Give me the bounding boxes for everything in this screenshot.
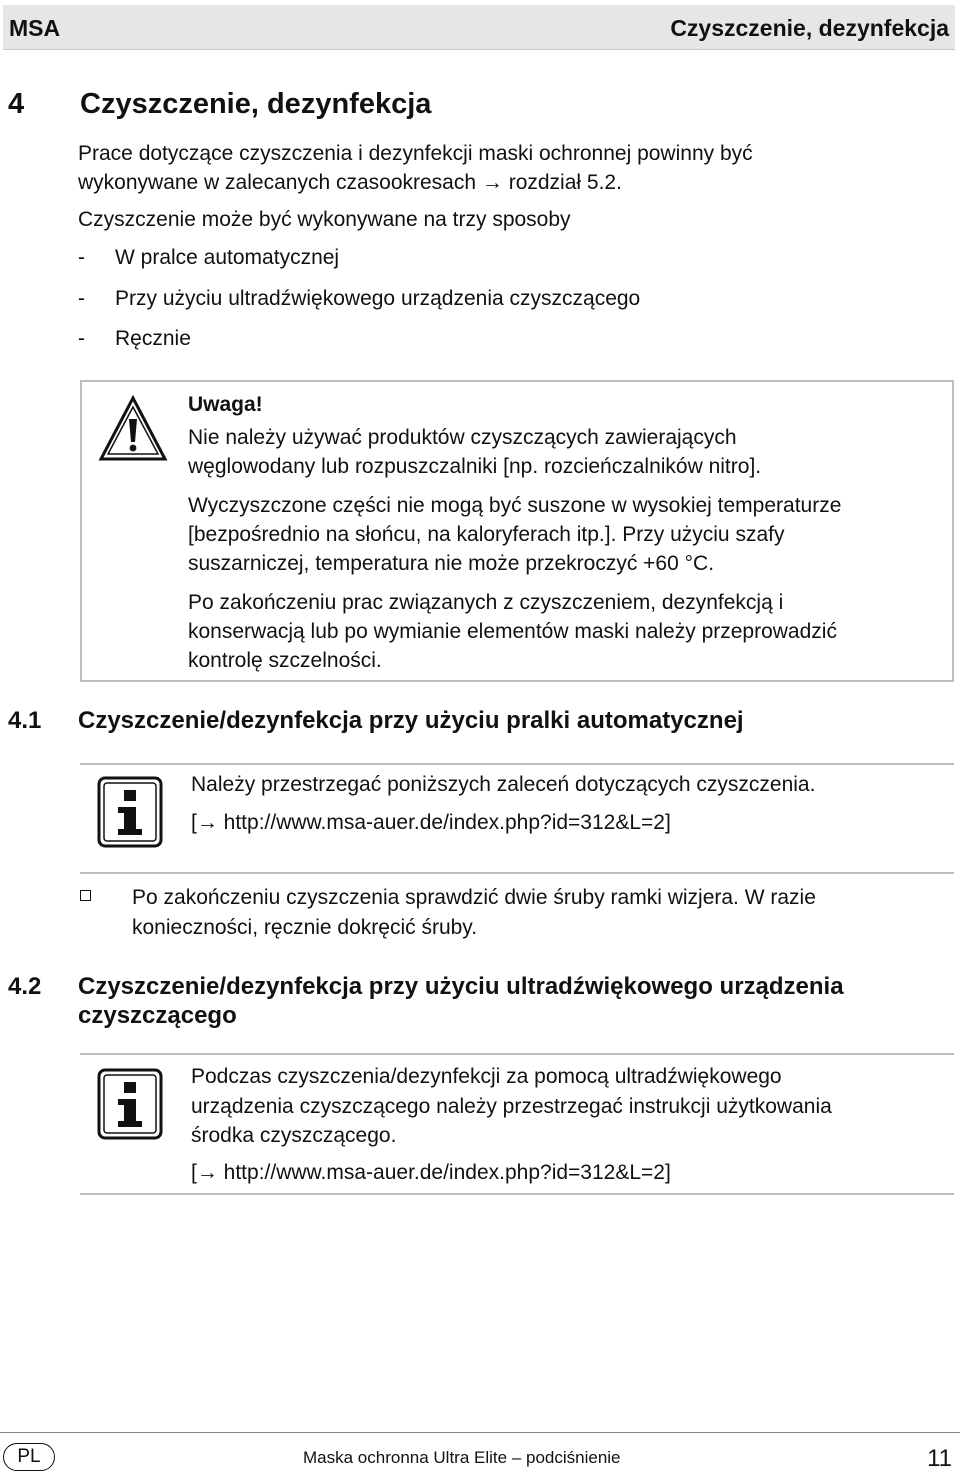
page-header [3,5,955,50]
list-item [78,246,339,270]
list-item [78,287,640,311]
section-title-line: Czyszczenie/dezynfekcja przy użyciu ultradźwiękowego urządzenia [78,973,844,1000]
section-title-line: czyszczącego [78,1002,237,1029]
dash-marker: - [78,327,85,350]
warning-triangle-icon [98,395,168,468]
warning-text-line: konserwacją lub po wymianie elementów maski należy przeprowadzić [188,620,837,643]
info-text-line: Należy przestrzegać poniższych zaleceń dotyczących czyszczenia. [191,773,816,796]
section-title: Czyszczenie/dezynfekcja przy użyciu pralki automatycznej [78,707,744,734]
footer-title: Maska ochronna Ultra Elite – podciśnienie [303,1448,621,1467]
section-title: Czyszczenie, dezynfekcja [80,88,432,120]
info-link[interactable]: [→ http://www.msa-auer.de/index.php?id=312&L=2] [191,1161,671,1184]
section-number: 4.2 [8,973,42,1000]
bullet-text-line: konieczności, ręcznie dokręcić śruby. [132,916,478,939]
method-label: Ręcznie [115,327,191,350]
warning-text-line: kontrolę szczelności. [188,649,382,672]
section-4-heading [8,88,431,121]
method-label: W pralce automatycznej [115,246,340,269]
method-label: Przy użyciu ultradźwiękowego urządzenia czyszczącego [115,287,641,310]
dash-marker: - [78,246,85,269]
warning-text-line: Wyczyszczone części nie mogą być suszone w wysokiej temperaturze [188,494,842,517]
section-number: 4.1 [8,707,42,734]
warning-text-line: [bezpośrednio na słońcu, na kaloryferach itp.]. Przy użyciu szafy [188,523,785,546]
bullet-text-line: Po zakończeniu czyszczenia sprawdzić dwie śruby ramki wizjera. W razie [132,886,816,909]
warning-title: Uwaga! [188,393,263,416]
square-bullet-icon [80,890,91,901]
header-chapter: Czyszczenie, dezynfekcja [670,15,949,41]
section-number: 4 [8,88,25,120]
warning-text-line: suszarniczej, temperatura nie może przekroczyć +60 °C. [188,552,715,575]
methods-intro: Czyszczenie może być wykonywane na trzy sposoby [78,208,571,231]
info-link[interactable]: [→ http://www.msa-auer.de/index.php?id=312&L=2] [191,811,671,834]
warning-text-line: Nie należy używać produktów czyszczących zawierających [188,426,737,449]
intro-line-1: Prace dotyczące czyszczenia i dezynfekcji maski ochronnej powinny być [78,142,753,165]
warning-text-line: węglowodany lub rozpuszczalniki [np. rozcieńczalników nitro]. [188,455,762,478]
info-icon [97,776,163,853]
section-title [78,972,953,1030]
intro-line-2: wykonywane w zalecanych czasookresach → rozdział 5.2. [78,171,622,194]
info-icon [97,1068,163,1145]
warning-text-line: Po zakończeniu prac związanych z czyszczeniem, dezynfekcją i [188,591,784,614]
info-text-line: Podczas czyszczenia/dezynfekcji za pomocą ultradźwiękowego [191,1065,782,1088]
footer-divider [0,1432,960,1433]
header-brand: MSA [9,15,61,41]
dash-marker: - [78,287,85,310]
language-badge: PL [3,1443,55,1471]
list-item [78,327,191,351]
info-text-line: środka czyszczącego. [191,1124,397,1147]
info-text-line: urządzenia czyszczącego należy przestrzegać instrukcji użytkowania [191,1095,832,1118]
bullet-text [132,883,932,943]
page-number: 11 [927,1445,952,1472]
